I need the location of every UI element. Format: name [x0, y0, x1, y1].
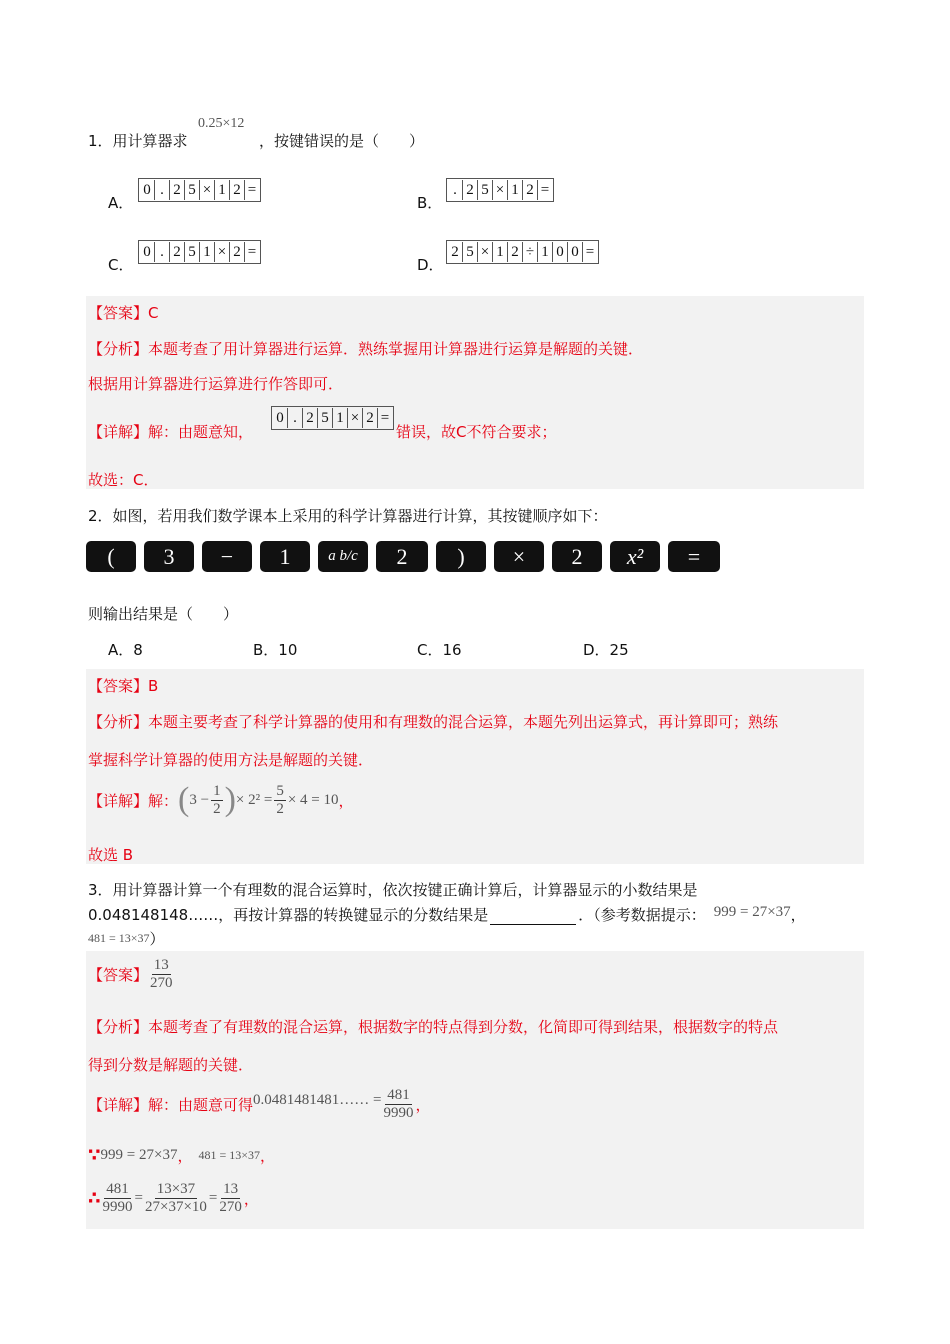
q2-detail-a: 解： [148, 791, 179, 810]
q3-sep: ， [415, 1096, 431, 1114]
q1-option-d-key-6: 1 [538, 242, 553, 262]
q2-frac2-denominator: 2 [276, 800, 284, 817]
q1-answer-tag: 【答案】 [88, 304, 149, 322]
key-fraction[interactable]: a b/c [318, 541, 368, 572]
q2-answer [88, 675, 158, 696]
q1-option-a-key-0: 0 [140, 180, 155, 200]
q2-frac1-numerator: 1 [213, 782, 221, 799]
q1-option-d-keys[interactable] [446, 240, 599, 264]
q1-option-b-key-4: 1 [508, 180, 523, 200]
q3-b-expr2: 481 = 13×37 [198, 1148, 261, 1162]
q2-analysis-tag: 【分析】 [88, 713, 149, 731]
q1-stem [88, 130, 188, 151]
q2-detail-b: ， [338, 791, 354, 810]
q1-option-a-key-5: 1 [215, 180, 230, 200]
q3-eq2: = [208, 1190, 218, 1206]
q2-analysis-text: 本题主要考查了科学计算器的使用和有理数的混合运算，本题先列出运算式，再计算即可；熟练 [148, 713, 779, 731]
q3-detail-tag: 【详解】 [88, 1096, 149, 1114]
q1-option-d-key-1: 5 [463, 242, 478, 262]
q3-close: ） [149, 930, 165, 948]
q1-detail-key-7: = [380, 410, 390, 426]
q3-ans-denominator: 270 [150, 975, 173, 991]
q1-detail-key-2: 2 [303, 408, 318, 428]
q1-option-b-key-6: = [540, 182, 550, 198]
q1-option-c-key-3: 5 [185, 242, 200, 262]
q3-frac-481-9990 [384, 1087, 414, 1122]
q3-detail-a: 解：由题意可得 [148, 1096, 254, 1114]
q3-f1-numerator: 481 [387, 1087, 410, 1103]
key-open-paren[interactable]: ( [86, 541, 136, 572]
q3-t-frac1 [103, 1181, 133, 1216]
q2-answer-value: B [148, 677, 159, 695]
q1-option-c-key-5: × [215, 242, 230, 262]
q3-f1-denominator: 9990 [383, 1105, 414, 1121]
q1-answer-value: C [148, 304, 159, 322]
q3-t-f1-denominator: 9990 [102, 1199, 133, 1215]
q1-option-d-key-row [446, 240, 599, 264]
q1-analysis [88, 338, 643, 359]
q3-answer-blank[interactable] [490, 909, 576, 925]
q2-option-c[interactable]: C．16 [417, 641, 462, 659]
key-square[interactable]: x² [610, 541, 660, 572]
key-2[interactable]: 2 [376, 541, 428, 572]
q1-detail-key-1: . [288, 408, 303, 428]
q1-option-d-key-3: 1 [493, 242, 508, 262]
q1-option-c-key-6: 2 [230, 242, 245, 262]
q3-t-f2-denominator: 27×37×10 [145, 1199, 207, 1215]
q1-detail-key-3: 5 [318, 408, 333, 428]
q2-solution-box [86, 669, 864, 864]
q1-conclusion: 故选：C． [88, 471, 159, 489]
q3-expr1: 0.0481481481…… = [253, 1092, 382, 1108]
q3-ans-numerator: 13 [153, 957, 169, 973]
key-multiply[interactable]: × [494, 541, 544, 572]
q1-analysis-2: 根据用计算器进行运算进行作答即可． [88, 375, 344, 393]
q1-solution-box [86, 296, 864, 489]
q2-number: 2． [88, 507, 113, 525]
q1-option-d-key-7: 0 [553, 242, 568, 262]
q1-option-d-key-2: × [478, 242, 493, 262]
because-symbol: ∵ [88, 1145, 101, 1166]
q2-analysis [88, 711, 778, 732]
q1-stem-b: ，按键错误的是（ ） [259, 132, 425, 150]
q3-answer [88, 957, 175, 992]
q2-expr-c: × 4 = 10 [287, 791, 339, 808]
q2-question: 则输出结果是（ ） [88, 605, 239, 623]
q3-stem-line2 [88, 904, 806, 925]
q2-expr-a: 3 − [189, 791, 210, 808]
q1-option-c-key-4: 1 [200, 242, 215, 262]
q1-option-d-key-8: 0 [568, 242, 583, 262]
q3-hint2: 481 = 13×37 [88, 931, 150, 945]
q2-option-b[interactable]: B．10 [253, 641, 298, 659]
key-close-paren[interactable]: ) [436, 541, 486, 572]
q1-detail-key-row [271, 406, 394, 430]
q1-option-c-key-row [138, 240, 261, 264]
q2-detail-tag: 【详解】 [88, 791, 149, 810]
q3-eq: = [134, 1190, 143, 1206]
q3-b-sep: ， [177, 1147, 193, 1165]
q3-solution-box [86, 951, 864, 1229]
q3-answer-frac [150, 957, 173, 992]
q1-option-b-keys[interactable] [446, 178, 554, 202]
q3-analysis-text: 本题考查了有理数的混合运算，根据数字的特点得到分数，化简即可得到结果，根据数字的特点 [148, 1018, 779, 1036]
q3-t-frac2 [145, 1181, 207, 1216]
q2-detail [88, 781, 354, 819]
q3-t-frac3 [219, 1181, 242, 1216]
q3-stem1: 用计算器计算一个有理数的混合运算时，依次按键正确计算后，计算器显示的小数结果是 [112, 881, 698, 899]
q1-option-a-key-2: 2 [170, 180, 185, 200]
q2-answer-tag: 【答案】 [88, 677, 149, 695]
q1-option-d-key-4: 2 [508, 242, 523, 262]
q1-option-d-label: D． [417, 256, 444, 274]
q1-answer [88, 302, 159, 323]
q1-detail-key-5: × [348, 408, 363, 428]
q2-right-paren: ) [224, 781, 236, 818]
q2-frac-five-halves [274, 783, 286, 818]
q1-option-d-key-0: 2 [448, 242, 463, 262]
q1-option-c-key-2: 2 [170, 242, 185, 262]
q1-option-a-key-row [138, 178, 261, 202]
key-1[interactable]: 1 [260, 541, 310, 572]
q3-answer-tag: 【答案】 [88, 966, 149, 984]
q1-option-a-label: A． [108, 194, 134, 212]
q2-frac1-denominator: 2 [213, 800, 221, 817]
q3-because-line [88, 1145, 275, 1166]
q1-option-c-keys[interactable] [138, 240, 261, 264]
q1-option-c-key-0: 0 [140, 242, 155, 262]
q1-detail-tag: 【详解】 [88, 423, 149, 441]
q3-t-f1-numerator: 481 [106, 1181, 129, 1197]
q1-detail-a: 解：由题意知， [148, 423, 254, 441]
q1-option-b-key-2: 5 [478, 180, 493, 200]
q1-number: 1． [88, 132, 113, 150]
q1-analysis-text: 本题考查了用计算器进行运算．熟练掌握用计算器进行运算是解题的关键． [148, 340, 644, 358]
q3-b-expr1: 999 = 27×37 [100, 1147, 178, 1163]
q2-stem-text: 如图，若用我们数学课本上采用的科学计算器进行计算，其按键顺序如下： [112, 507, 608, 525]
q2-left-paren: ( [178, 781, 190, 818]
q1-option-b-key-1: 2 [463, 180, 478, 200]
q1-detail-key-4: 1 [333, 408, 348, 428]
q1-option-d-key-5: ÷ [523, 242, 538, 262]
q3-stem2a: 0.048148148……，再按计算器的转换键显示的分数结果是 [88, 906, 489, 924]
q3-stem-line1 [88, 879, 698, 900]
q2-option-d[interactable]: D．25 [583, 641, 629, 659]
q1-expression: 0.25×12 [198, 116, 245, 131]
q1-option-c-key-1: . [155, 242, 170, 262]
q3-analysis [88, 1016, 778, 1037]
key-equals[interactable]: = [668, 541, 720, 572]
q2-expr-b: × 2² = [235, 791, 273, 808]
q1-option-b-key-3: × [493, 180, 508, 200]
q1-option-a-key-1: . [155, 180, 170, 200]
q3-t-f3-denominator: 270 [219, 1199, 242, 1215]
q3-detail [88, 1087, 431, 1122]
q1-option-a-key-6: 2 [230, 180, 245, 200]
q1-detail-keys [271, 406, 394, 430]
key-minus[interactable]: − [202, 541, 252, 572]
q1-detail-b: 错误，故C不符合要求； [396, 423, 557, 441]
q2-frac-half [211, 783, 223, 818]
q1-option-c-key-7: = [247, 244, 257, 260]
q2-stem [88, 505, 608, 526]
q1-detail [88, 421, 253, 442]
q2-option-a[interactable]: A．8 [108, 641, 143, 659]
q3-stem-line3 [88, 928, 165, 949]
q1-detail-key-0: 0 [273, 408, 288, 428]
q2-frac2-numerator: 5 [276, 782, 284, 799]
q1-option-b-key-0: . [448, 180, 463, 200]
q3-t-end: ， [243, 1190, 259, 1208]
q3-number: 3． [88, 881, 113, 899]
q3-comma: ， [790, 906, 806, 924]
q1-option-b-key-5: 2 [523, 180, 538, 200]
key-2-second[interactable]: 2 [552, 541, 602, 572]
q1-option-b-key-row [446, 178, 554, 202]
therefore-symbol: ∴ [88, 1188, 101, 1209]
key-3[interactable]: 3 [144, 541, 194, 572]
q1-option-a-key-7: = [247, 182, 257, 198]
q3-t-f2-numerator: 13×37 [156, 1181, 196, 1197]
q1-stem-a: 用计算器求 [112, 132, 188, 150]
q3-t-f3-numerator: 13 [223, 1181, 239, 1197]
q1-detail-key-6: 2 [363, 408, 378, 428]
q1-option-d-key-9: = [585, 244, 595, 260]
q1-option-c-label: C． [108, 256, 134, 274]
q3-hint1: 999 = 27×37 [713, 904, 791, 920]
q2-analysis-2: 掌握科学计算器的使用方法是解题的关键． [88, 751, 374, 769]
q3-therefore-line [88, 1181, 259, 1216]
q1-analysis-tag: 【分析】 [88, 340, 149, 358]
q2-conclusion: 故选 B [88, 846, 134, 864]
q3-analysis-tag: 【分析】 [88, 1018, 149, 1036]
q3-analysis-2: 得到分数是解题的关键． [88, 1056, 254, 1074]
q1-option-a-key-3: 5 [185, 180, 200, 200]
q3-b-end: ， [260, 1147, 276, 1165]
q1-option-b-label: B． [417, 194, 443, 212]
q3-stem2b: ．（参考数据提示： [578, 906, 706, 924]
q1-option-a-key-4: × [200, 180, 215, 200]
q1-option-a-keys[interactable] [138, 178, 261, 202]
